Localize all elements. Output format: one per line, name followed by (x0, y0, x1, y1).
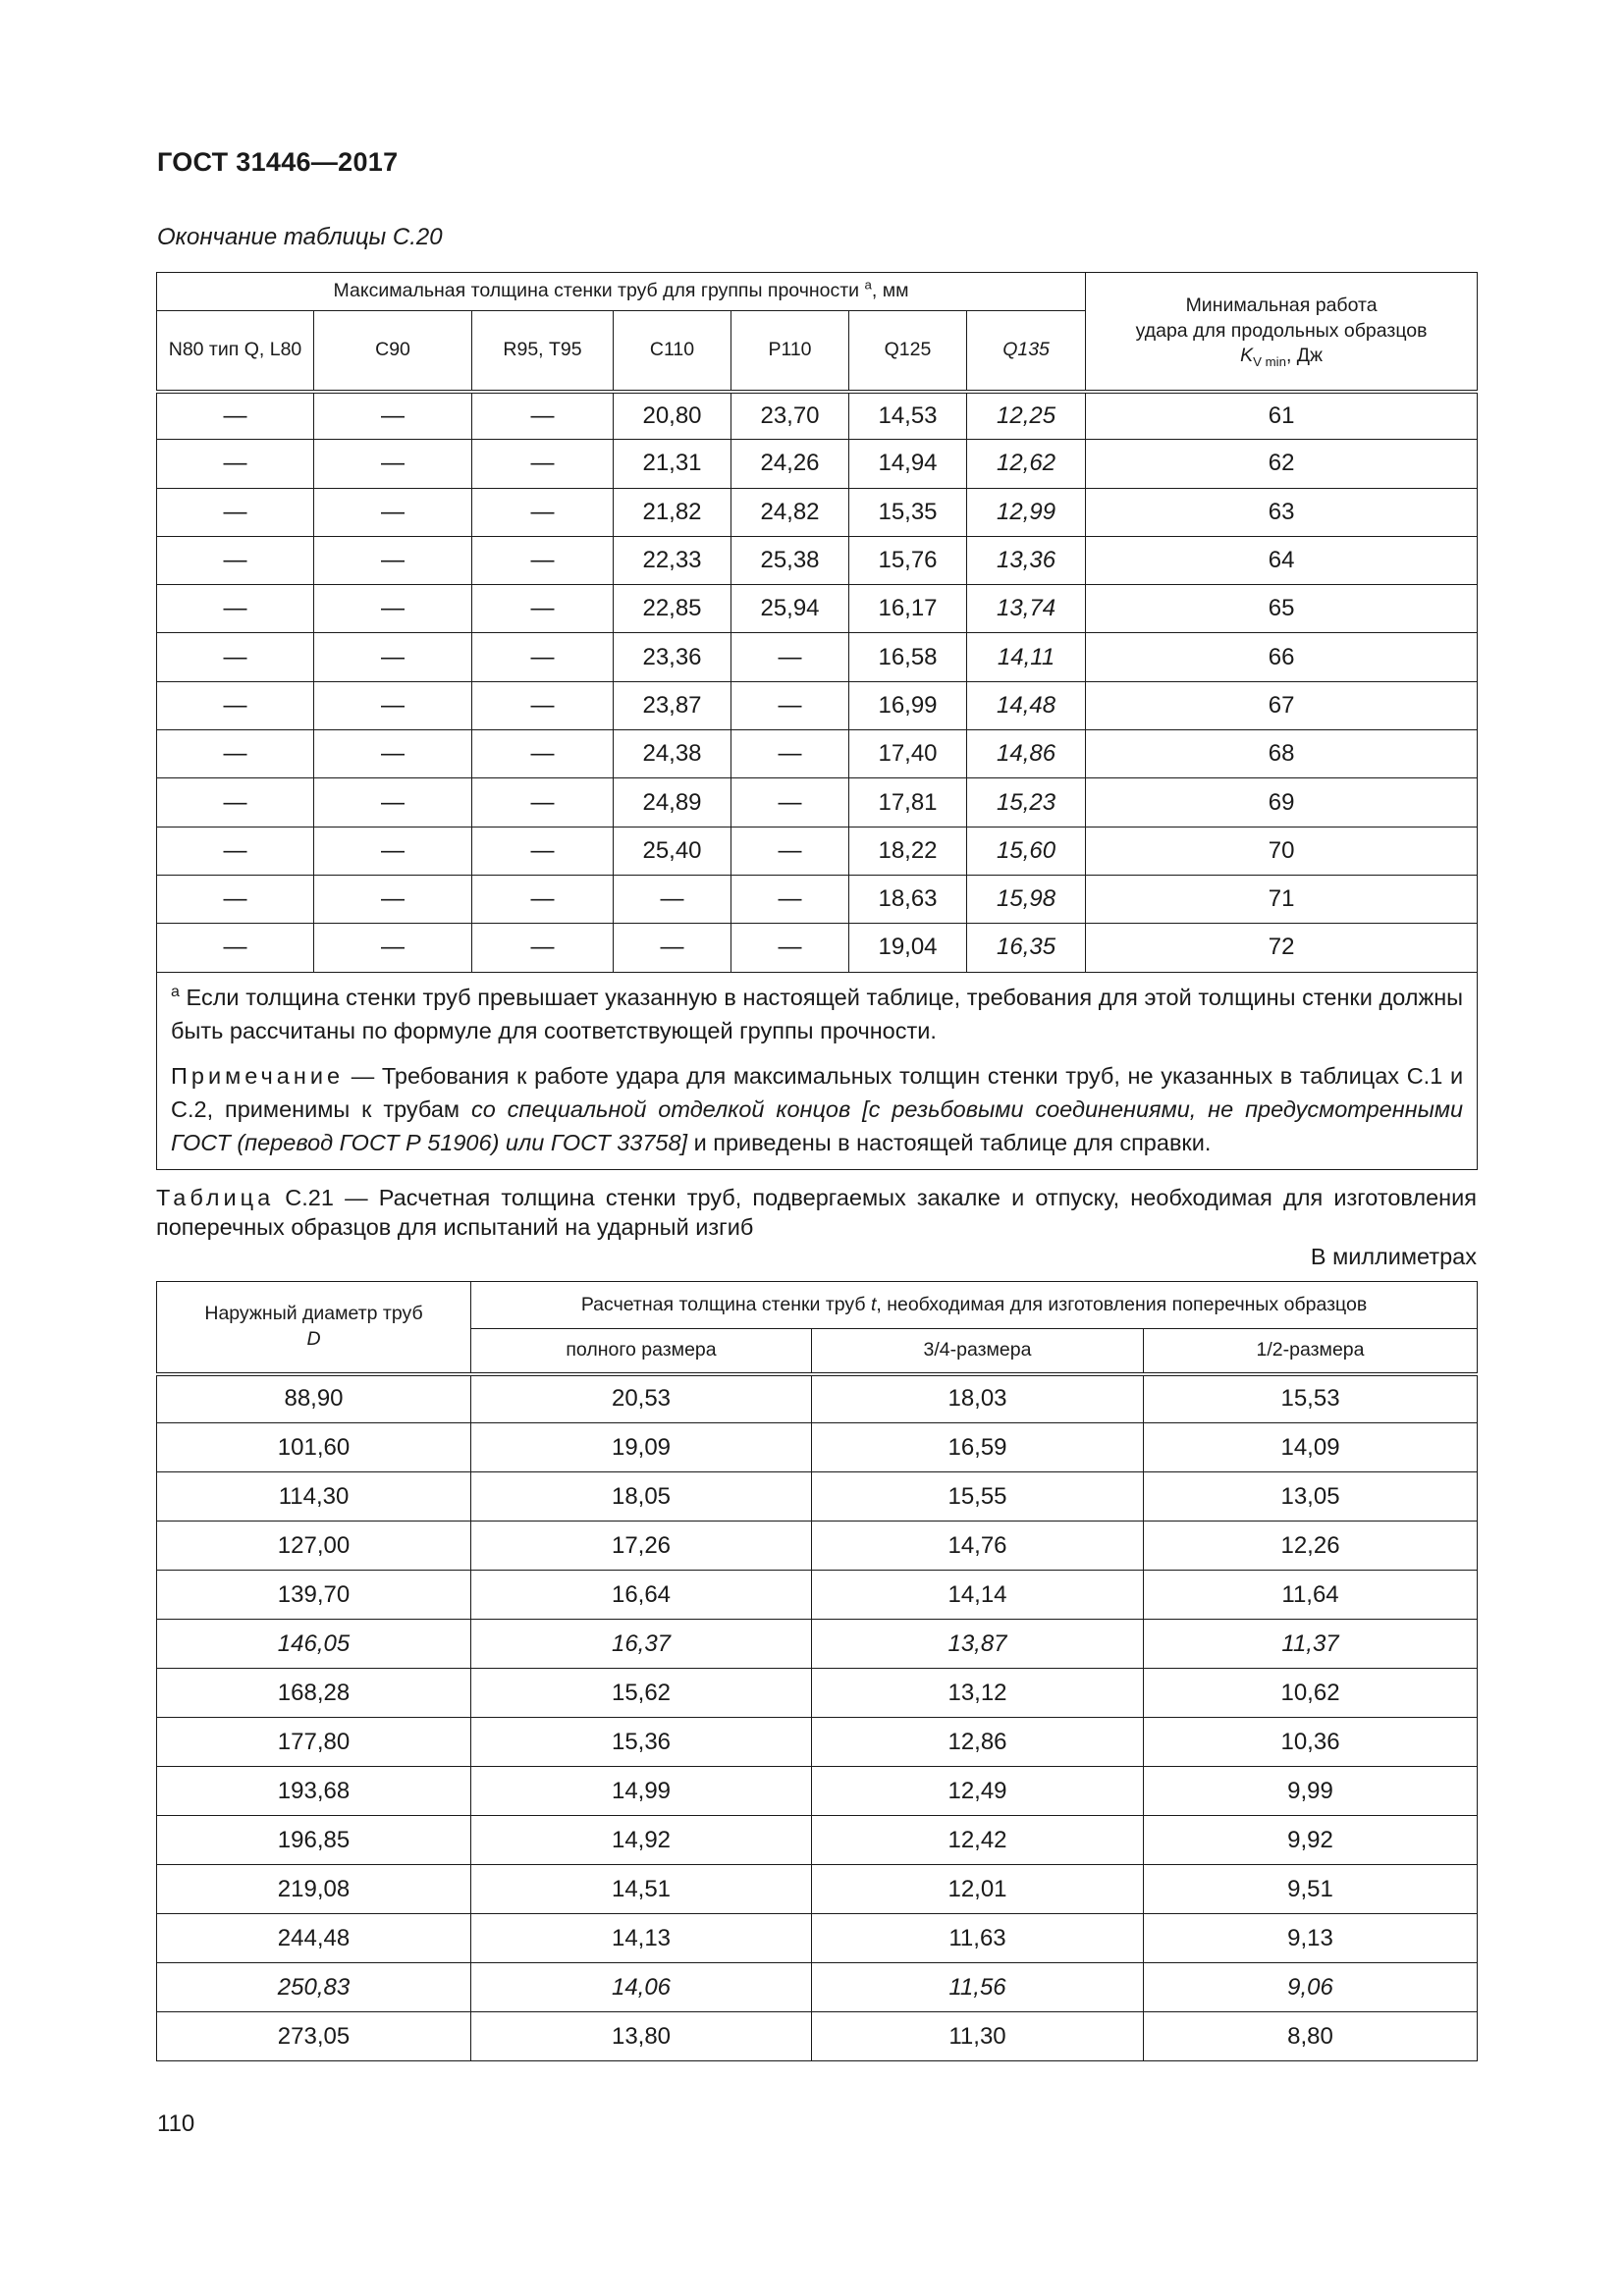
table-cell: 14,11 (967, 633, 1086, 681)
table-cell: 14,53 (849, 392, 967, 440)
table-row (157, 585, 1478, 633)
table-cell: 10,36 (1144, 1718, 1478, 1767)
table-cell: 24,38 (614, 730, 731, 778)
table-cell: 14,94 (849, 440, 967, 488)
table-cell: — (157, 488, 314, 536)
table-cell: 10,62 (1144, 1669, 1478, 1718)
table-cell: — (314, 681, 472, 729)
table-cell: 67 (1086, 681, 1478, 729)
table-cell: — (731, 924, 849, 972)
table-row (157, 1423, 1478, 1472)
table-cell: 273,05 (157, 2012, 471, 2061)
document-header: ГОСТ 31446—2017 (157, 147, 399, 177)
table-cell: 68 (1086, 730, 1478, 778)
table-cell: 244,48 (157, 1914, 471, 1963)
column-header: Q135 (967, 311, 1086, 392)
table-row (157, 1865, 1478, 1914)
column-header: Q125 (849, 311, 967, 392)
table-cell: — (731, 730, 849, 778)
table-cell: 13,36 (967, 536, 1086, 584)
table-row (157, 1620, 1478, 1669)
table-cell: 13,80 (471, 2012, 812, 2061)
table-cell: 14,14 (812, 1571, 1144, 1620)
table-cell: 20,80 (614, 392, 731, 440)
table-row (157, 633, 1478, 681)
table-cell: 15,62 (471, 1669, 812, 1718)
table-cell: — (472, 827, 614, 875)
table-cell: 14,86 (967, 730, 1086, 778)
page-number: 110 (157, 2110, 195, 2137)
table-cell: 177,80 (157, 1718, 471, 1767)
table-cell: 19,04 (849, 924, 967, 972)
table-cell: — (472, 585, 614, 633)
table-cell: — (314, 875, 472, 923)
table-cell: 9,06 (1144, 1963, 1478, 2012)
table-cell: 18,05 (471, 1472, 812, 1522)
table-cell: 23,87 (614, 681, 731, 729)
table-cell: — (314, 827, 472, 875)
table-row (157, 681, 1478, 729)
table-cell: 15,60 (967, 827, 1086, 875)
table-cell: 13,12 (812, 1669, 1144, 1718)
table-cell: 12,86 (812, 1718, 1144, 1767)
table-row (157, 730, 1478, 778)
table-cell: — (314, 392, 472, 440)
table-cell: 127,00 (157, 1522, 471, 1571)
table-cell: 15,53 (1144, 1374, 1478, 1423)
table-row (157, 488, 1478, 536)
table-cell: 23,70 (731, 392, 849, 440)
table-cell: 12,42 (812, 1816, 1144, 1865)
table-21 (156, 1281, 1478, 2061)
table-cell: 15,23 (967, 778, 1086, 827)
table-cell: 13,05 (1144, 1472, 1478, 1522)
table-cell: 22,85 (614, 585, 731, 633)
table-20-notes (157, 972, 1478, 1169)
table-cell: — (472, 440, 614, 488)
table-cell: — (472, 633, 614, 681)
table-cell: 14,06 (471, 1963, 812, 2012)
table-cell: 16,35 (967, 924, 1086, 972)
table-cell: 19,09 (471, 1423, 812, 1472)
table-row (157, 1718, 1478, 1767)
table-row (157, 1767, 1478, 1816)
table-cell: — (314, 440, 472, 488)
table-cell: 219,08 (157, 1865, 471, 1914)
table-cell: — (731, 827, 849, 875)
table-cell: 12,62 (967, 440, 1086, 488)
table-cell: 193,68 (157, 1767, 471, 1816)
table-cell: — (157, 730, 314, 778)
table-cell: 9,13 (1144, 1914, 1478, 1963)
table-cell: — (157, 681, 314, 729)
table-cell: 25,94 (731, 585, 849, 633)
column-header: Р110 (731, 311, 849, 392)
table-cell: — (314, 778, 472, 827)
table-cell: 63 (1086, 488, 1478, 536)
table-cell: 14,99 (471, 1767, 812, 1816)
table-cell: 24,89 (614, 778, 731, 827)
table-cell: 14,92 (471, 1816, 812, 1865)
table-cell: 14,09 (1144, 1423, 1478, 1472)
table-cell: — (157, 924, 314, 972)
table-cell: 16,99 (849, 681, 967, 729)
table-cell: 18,22 (849, 827, 967, 875)
table-cell: 24,82 (731, 488, 849, 536)
table-cell: 21,31 (614, 440, 731, 488)
table-cell: 17,81 (849, 778, 967, 827)
footnote: $^а$ Если толщина стенки труб превышает указанную в настоящей таблице, требования для этой толщины стенки должны быть рассчитаны по формуле для соответствующей группы прочности. (171, 983, 1464, 1043)
table-cell: 15,98 (967, 875, 1086, 923)
table-cell: 168,28 (157, 1669, 471, 1718)
table-cell: 15,36 (471, 1718, 812, 1767)
table-cell: — (157, 633, 314, 681)
table-cell: — (472, 778, 614, 827)
table-row (157, 2012, 1478, 2061)
table-row (157, 827, 1478, 875)
table-cell: — (314, 488, 472, 536)
table-20-caption: Окончание таблицы С.20 (157, 224, 443, 250)
thickness-header: Расчетная толщина стенки труб t, необходимая для изготовления поперечных образцов (471, 1282, 1478, 1329)
table-cell: 25,40 (614, 827, 731, 875)
column-header: полного размера (471, 1329, 812, 1374)
table-cell: 11,37 (1144, 1620, 1478, 1669)
table-cell: — (472, 681, 614, 729)
table-cell: — (314, 633, 472, 681)
table-cell: 13,74 (967, 585, 1086, 633)
table-cell: — (314, 924, 472, 972)
table-cell: 25,38 (731, 536, 849, 584)
table-cell: 9,92 (1144, 1816, 1478, 1865)
column-header: 1/2-размера (1144, 1329, 1478, 1374)
table-cell: 11,63 (812, 1914, 1144, 1963)
table-cell: 11,56 (812, 1963, 1144, 2012)
table-cell: 139,70 (157, 1571, 471, 1620)
table-row (157, 440, 1478, 488)
table-cell: 16,58 (849, 633, 967, 681)
table-cell: — (731, 875, 849, 923)
table-row (157, 1522, 1478, 1571)
table-cell: 16,59 (812, 1423, 1144, 1472)
table-cell: — (472, 924, 614, 972)
table-row (157, 1963, 1478, 2012)
table-cell: 14,76 (812, 1522, 1144, 1571)
table-cell: 250,83 (157, 1963, 471, 2012)
table-cell: 61 (1086, 392, 1478, 440)
table-cell: — (731, 681, 849, 729)
table-row (157, 875, 1478, 923)
group-header: Максимальная толщина стенки труб для группы прочности $^а$, мм (157, 273, 1086, 311)
table-cell: 14,13 (471, 1914, 812, 1963)
impact-header: Минимальная работа удара для продольных образцов $K_{V min}$, Дж (1086, 273, 1478, 392)
table-cell: — (314, 536, 472, 584)
table-cell: 16,17 (849, 585, 967, 633)
table-cell: — (157, 392, 314, 440)
table-cell: 17,26 (471, 1522, 812, 1571)
table-cell: 72 (1086, 924, 1478, 972)
table-cell: 146,05 (157, 1620, 471, 1669)
table-row (157, 392, 1478, 440)
table-cell: — (614, 875, 731, 923)
table-cell: 8,80 (1144, 2012, 1478, 2061)
column-header: R95, Т95 (472, 311, 614, 392)
table-cell: — (731, 778, 849, 827)
table-row (157, 1914, 1478, 1963)
table-cell: — (614, 924, 731, 972)
column-header: N80 тип Q, L80 (157, 311, 314, 392)
table-cell: — (314, 585, 472, 633)
table-cell: — (472, 730, 614, 778)
column-header: С90 (314, 311, 472, 392)
table-cell: — (157, 827, 314, 875)
table-cell: — (472, 875, 614, 923)
table-cell: — (731, 633, 849, 681)
table-cell: 15,55 (812, 1472, 1144, 1522)
table-cell: — (157, 778, 314, 827)
table-cell: 9,51 (1144, 1865, 1478, 1914)
table-cell: 14,51 (471, 1865, 812, 1914)
table-cell: — (157, 585, 314, 633)
table-cell: 14,48 (967, 681, 1086, 729)
units-label: В миллиметрах (1310, 1244, 1477, 1269)
table-cell: 196,85 (157, 1816, 471, 1865)
table-cell: 24,26 (731, 440, 849, 488)
table-cell: — (157, 875, 314, 923)
column-header: 3/4-размера (812, 1329, 1144, 1374)
table-row (157, 536, 1478, 584)
table-cell: 15,35 (849, 488, 967, 536)
table-cell: 20,53 (471, 1374, 812, 1423)
column-header: С110 (614, 311, 731, 392)
diameter-header: Наружный диаметр труб D (157, 1282, 471, 1374)
table-cell: 12,25 (967, 392, 1086, 440)
table-cell: 70 (1086, 827, 1478, 875)
table-20 (156, 272, 1478, 1170)
table-cell: 69 (1086, 778, 1478, 827)
table-cell: 18,03 (812, 1374, 1144, 1423)
table-row (157, 924, 1478, 972)
table-cell: 101,60 (157, 1423, 471, 1472)
table-21-caption: Таблица С.21 — Расчетная толщина стенки труб, подвергаемых закалке и отпуску, необходимая для изготовления поперечных образцов для испытаний на ударный изгиб (156, 1185, 1477, 1240)
table-cell: 23,36 (614, 633, 731, 681)
table-cell: 17,40 (849, 730, 967, 778)
table-row (157, 778, 1478, 827)
table-row (157, 1571, 1478, 1620)
table-cell: 18,63 (849, 875, 967, 923)
table-cell: — (472, 488, 614, 536)
table-cell: 13,87 (812, 1620, 1144, 1669)
table-row (157, 1669, 1478, 1718)
table-cell: 22,33 (614, 536, 731, 584)
table-row (157, 1816, 1478, 1865)
table-cell: 114,30 (157, 1472, 471, 1522)
table-cell: — (472, 536, 614, 584)
table-cell: 66 (1086, 633, 1478, 681)
table-cell: 21,82 (614, 488, 731, 536)
table-cell: 16,64 (471, 1571, 812, 1620)
table-cell: 11,30 (812, 2012, 1144, 2061)
table-cell: — (157, 440, 314, 488)
table-cell: — (314, 730, 472, 778)
table-cell: 71 (1086, 875, 1478, 923)
table-cell: 9,99 (1144, 1767, 1478, 1816)
table-cell: 62 (1086, 440, 1478, 488)
table-cell: 11,64 (1144, 1571, 1478, 1620)
table-row (157, 1374, 1478, 1423)
table-cell: — (157, 536, 314, 584)
table-cell: 12,49 (812, 1767, 1144, 1816)
table-row (157, 1472, 1478, 1522)
table-cell: 16,37 (471, 1620, 812, 1669)
note: Примечание — Требования к работе удара для максимальных толщин стенки труб, не указанных в таблицах С.1 и С.2, применимы к трубам со специальной отделкой концов [с резьбовыми соединениями, не предусмотренными ГОСТ (перевод ГОСТ Р 51906) или ГОСТ 33758] и приведены в настоящей таблице для справки. (171, 1062, 1464, 1155)
table-cell: 88,90 (157, 1374, 471, 1423)
table-cell: 15,76 (849, 536, 967, 584)
table-cell: 12,01 (812, 1865, 1144, 1914)
table-cell: 64 (1086, 536, 1478, 584)
table-cell: 65 (1086, 585, 1478, 633)
table-cell: — (472, 392, 614, 440)
table-cell: 12,26 (1144, 1522, 1478, 1571)
table-cell: 12,99 (967, 488, 1086, 536)
